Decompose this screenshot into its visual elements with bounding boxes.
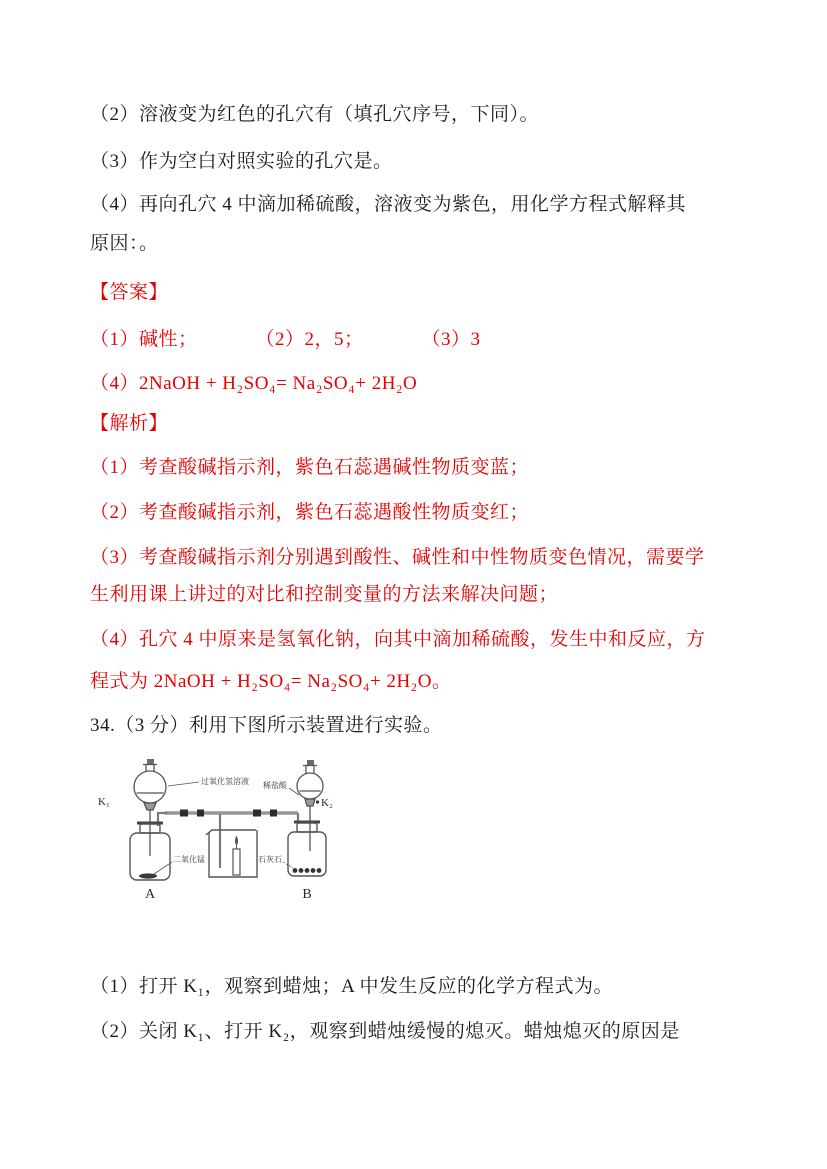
q33-part4-line2: 原因：。 (90, 233, 159, 254)
q33-part4-line1: （4）再向孔穴 4 中滴加稀硫酸，溶液变为紫色，用化学方程式解释其 (90, 194, 687, 215)
bottle-b-content-label: 石灰石 (258, 855, 282, 864)
q33-analysis-3-line2: 生利用课上讲过的对比和控制变量的方法来解决问题； (90, 584, 559, 605)
right-flask-label: 稀盐酸 (263, 781, 287, 790)
limestone-chunks (293, 868, 322, 873)
q33-analysis-4-line1: （4）孔穴 4 中原来是氢氧化钠，向其中滴加稀硫酸，发生中和反应，方 (90, 629, 706, 650)
q34-part1: （1）打开 K₁，观察到蜡烛；A 中发生反应的化学方程式为。 (90, 976, 614, 997)
q33-analysis-2: （2）考查酸碱指示剂，紫色石蕊遇酸性物质变红； (90, 502, 530, 523)
q33-part2: （2）溶液变为红色的孔穴有（填孔穴序号，下同）。 (90, 104, 540, 125)
right-dropping-funnel (297, 760, 323, 851)
q33-answer-1: （1）碱性； (90, 329, 198, 350)
tube-connector (197, 810, 204, 817)
q33-analysis-4-line2: 程式为 2NaOH + H₂SO₄= Na₂SO₄+ 2H₂O。 (90, 671, 452, 692)
tube-connector (270, 810, 277, 817)
candle-flame (235, 836, 238, 846)
left-flask-pointer (168, 782, 199, 786)
apparatus-diagram (95, 756, 375, 908)
k2-valve-label: K₂ (321, 797, 333, 809)
q33-part3: （3）作为空白对照实验的孔穴是。 (90, 151, 393, 172)
q34-part2: （2）关闭 K₁、打开 K₂，观察到蜡烛缓慢的熄灭。蜡烛熄灭的原因是 (90, 1021, 680, 1042)
tube-connector (253, 810, 261, 817)
right-stopcock (305, 799, 315, 806)
q33-analysis-header: 【解析】 (90, 413, 169, 434)
left-flask-label: 过氧化氢溶液 (201, 777, 249, 786)
bottle-b (288, 822, 326, 876)
bottle-a-content-label: 二氧化锰 (173, 855, 205, 864)
bottle-a-tag: A (144, 887, 156, 902)
k2-valve-dot (316, 800, 319, 803)
q33-answer-row (90, 317, 481, 363)
tube-connector (180, 810, 188, 817)
k1-valve-label: K₁ (98, 796, 110, 808)
q33-answer-header: 【答案】 (90, 282, 169, 303)
q33-answer-3: （3）3 (421, 329, 481, 350)
bottle-b-tag: B (302, 887, 312, 902)
left-dropping-funnel (134, 759, 167, 856)
q34-stem: 34.（3 分）利用下图所示装置进行实验。 (90, 715, 443, 736)
q33-answer-4: （4）2NaOH + H₂SO₄= Na₂SO₄+ 2H₂O (90, 373, 418, 394)
q33-analysis-1: （1）考查酸碱指示剂，紫色石蕊遇碱性物质变蓝； (90, 457, 530, 478)
candle (233, 836, 240, 876)
beaker (206, 830, 257, 877)
q33-answer-2: （2）2，5； (255, 329, 364, 350)
q33-analysis-3-line1: （3）考查酸碱指示剂分别遇到酸性、碱性和中性物质变色情况，需要学 (90, 547, 705, 568)
left-stopcock (144, 803, 156, 810)
right-flask-stopper (307, 760, 314, 765)
left-flask-stopper (147, 759, 154, 764)
